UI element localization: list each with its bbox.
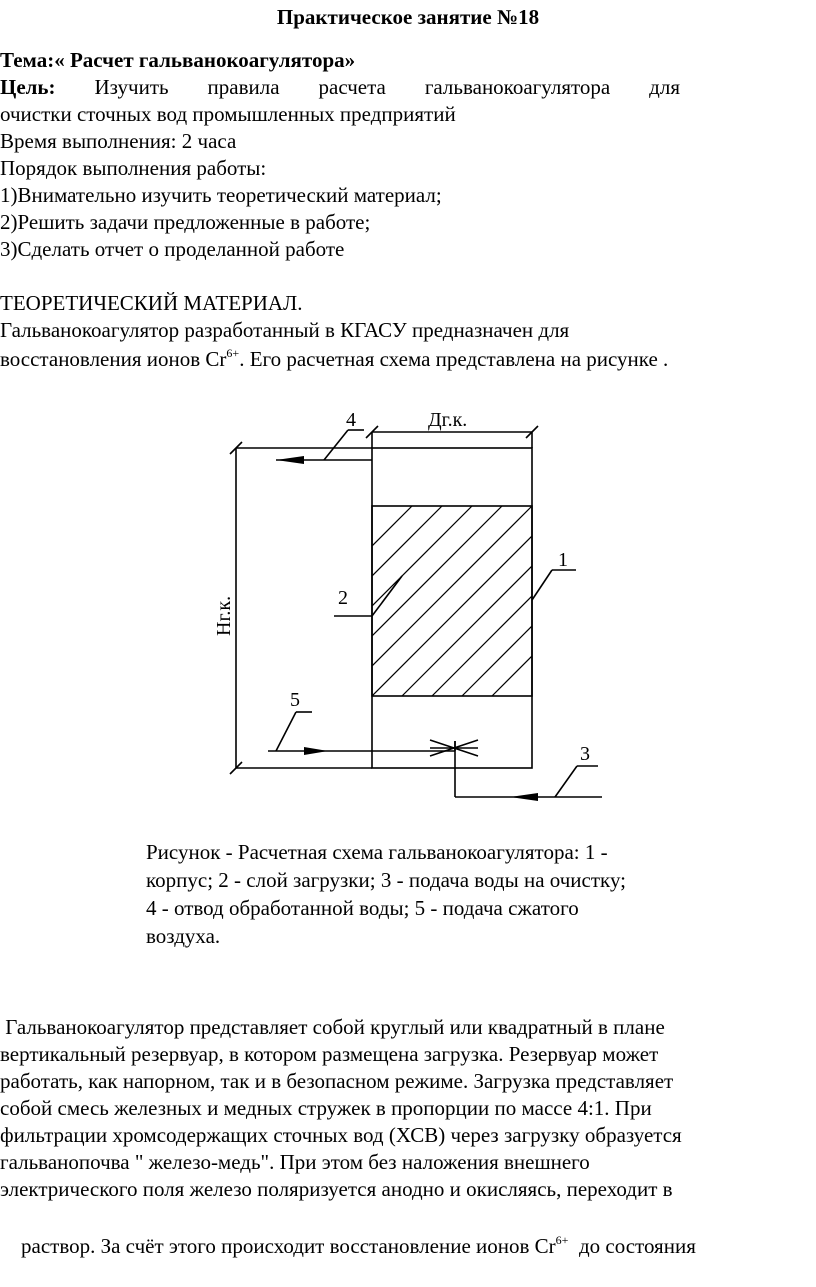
loading-hatch: [222, 506, 682, 696]
goal-word: Изучить: [94, 75, 169, 99]
body-line: гальванопочва " железо-медь". При этом без наложения внешнего: [0, 1150, 590, 1174]
label-4: 4: [346, 409, 356, 431]
page-title: Практическое занятие №18: [276, 5, 540, 29]
figure-caption-line: 4 - отвод обработанной воды; 5 - подача сжатого: [146, 896, 579, 920]
ion-charge: 6+: [555, 1233, 569, 1247]
goal-line-2: очистки сточных вод промышленных предприятий: [0, 102, 456, 126]
inlet-arrow: [510, 793, 538, 801]
body-line: собой смесь железных и медных стружек в пропорции по массе 4:1. При: [0, 1096, 652, 1120]
air-arrow: [304, 747, 328, 755]
gk-scheme-figure: [0, 400, 816, 820]
step-item: 1)Внимательно изучить теоретический материал;: [0, 183, 442, 207]
leader-1: [532, 570, 552, 600]
theory-heading: ТЕОРЕТИЧЕСКИЙ МАТЕРИАЛ.: [0, 291, 303, 315]
time-line: Время выполнения: 2 часа: [0, 129, 237, 153]
goal-word: для: [649, 75, 680, 99]
label-h: Нг.к.: [213, 595, 235, 636]
theme-line: [0, 47, 355, 74]
order-heading: Порядок выполнения работы:: [0, 156, 267, 180]
body-line: [0, 1206, 696, 1287]
label-3: 3: [580, 743, 590, 765]
body-text: до состояния: [568, 1234, 696, 1258]
figure-caption-line: корпус; 2 - слой загрузки; 3 - подача воды на очистку;: [146, 868, 626, 892]
loading-layer: [372, 506, 532, 696]
body-line: работать, как напорном, так и в безопасном режиме. Загрузка представляет: [0, 1069, 674, 1093]
theory-line: Гальванокоагулятор разработанный в КГАСУ предназначен для: [0, 318, 570, 342]
label-1: 1: [558, 549, 568, 571]
goal-word: правила: [207, 75, 280, 99]
theme-label: Тема:: [0, 48, 55, 72]
vessel-body: [372, 448, 532, 768]
figure-caption-line: Рисунок - Расчетная схема гальванокоагулятора: 1 -: [146, 840, 608, 864]
goal-line: [0, 74, 680, 101]
label-d: Дг.к.: [428, 409, 468, 431]
body-line: фильтрации хромсодержащих сточных вод (ХСВ) через загрузку образуется: [0, 1123, 682, 1147]
body-line: Гальванокоагулятор представляет собой круглый или квадратный в плане: [0, 1015, 665, 1039]
ion-charge: 6+: [226, 346, 240, 360]
body-line: электрического поля железо поляризуется анодно и окисляясь, переходит в: [0, 1177, 673, 1201]
outlet-arrow: [276, 456, 304, 464]
theory-text: . Его расчетная схема представлена на рисунке .: [239, 347, 669, 371]
figure-caption-line: воздуха.: [146, 924, 221, 948]
theory-line: [0, 346, 668, 373]
body-text: раствор. За счёт этого происходит восстановление ионов Cr: [21, 1234, 556, 1258]
theory-text: восстановления ионов Cr: [0, 347, 227, 371]
goal-label: Цель:: [0, 75, 56, 99]
step-item: 2)Решить задачи предложенные в работе;: [0, 210, 371, 234]
step-item: 3)Сделать отчет о проделанной работе: [0, 237, 345, 261]
label-5: 5: [290, 689, 300, 711]
label-2: 2: [338, 587, 348, 609]
goal-word: гальванокоагулятора: [424, 75, 611, 99]
body-line: вертикальный резервуар, в котором размещена загрузка. Резервуар может: [0, 1042, 659, 1066]
theme-value: « Расчет гальванокоагулятора»: [54, 48, 356, 72]
goal-word: расчета: [318, 75, 386, 99]
